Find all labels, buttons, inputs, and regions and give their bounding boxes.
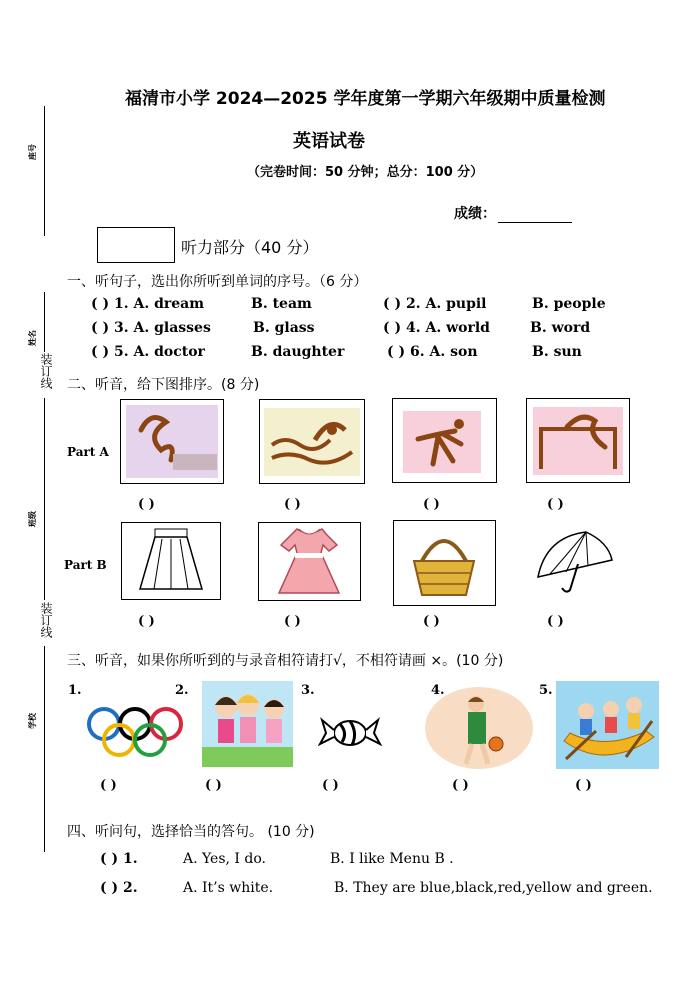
question-number: 2. xyxy=(123,880,138,896)
answer-paren[interactable]: ( ) xyxy=(322,778,339,793)
item-number: 2. xyxy=(175,683,189,698)
binding-line-2 xyxy=(44,292,45,352)
section3-heading: 三、听音，如果你所听到的与录音相符请打√，不相符请画 ×。(10 分) xyxy=(67,653,504,669)
exam-title: 福清市小学 2024—2025 学年度第一学期六年级期中质量检测 xyxy=(125,89,606,109)
section4-heading: 四、听问句，选择恰当的答句。 (10 分) xyxy=(67,824,315,840)
option-a: 5. A. doctor xyxy=(114,344,205,360)
basketball-player-icon xyxy=(424,686,534,770)
s1-q1-b: B. team xyxy=(251,296,312,312)
answer-paren[interactable]: ( ) xyxy=(575,778,592,793)
swimming-icon xyxy=(259,399,365,484)
skirt-icon xyxy=(121,522,221,600)
s1-q3[interactable] xyxy=(91,320,211,336)
item-number: 4. xyxy=(431,683,445,698)
binding-line-1 xyxy=(44,106,45,236)
boating-icon xyxy=(556,681,659,769)
score-box[interactable] xyxy=(97,227,175,263)
answer-paren[interactable]: ( ) xyxy=(387,344,406,360)
candy-icon xyxy=(318,710,382,756)
answer-paren[interactable]: ( ) xyxy=(284,614,301,629)
listening-heading: 听力部分（40 分） xyxy=(181,238,319,257)
olympic-rings-icon xyxy=(84,700,186,770)
option-a: 2. A. pupil xyxy=(406,296,487,312)
s1-q5-b: B. daughter xyxy=(251,344,345,360)
answer-paren[interactable]: ( ) xyxy=(100,880,119,896)
part-a-label: Part A xyxy=(67,445,109,459)
s4-q1-a: A. Yes, I do. xyxy=(183,851,266,867)
margin-field-seat: 座号 xyxy=(28,144,37,160)
answer-paren[interactable]: ( ) xyxy=(547,614,564,629)
answer-paren[interactable]: ( ) xyxy=(383,320,402,336)
girls-icon xyxy=(202,681,293,767)
umbrella-icon xyxy=(526,522,626,598)
s1-q4-b: B. word xyxy=(530,320,591,336)
s4-q2[interactable] xyxy=(100,880,138,896)
s1-q2[interactable] xyxy=(383,296,487,312)
athletics-icon xyxy=(392,398,497,483)
option-a: 3. A. glasses xyxy=(114,320,211,336)
item-number: 5. xyxy=(539,683,553,698)
part-b-label: Part B xyxy=(64,558,107,572)
s1-q4[interactable] xyxy=(383,320,490,336)
s4-q1-b: B. I like Menu B . xyxy=(330,851,454,867)
answer-paren[interactable]: ( ) xyxy=(91,320,110,336)
answer-paren[interactable]: ( ) xyxy=(423,497,440,512)
binding-line-4 xyxy=(44,646,45,852)
option-a: 6. A. son xyxy=(410,344,478,360)
margin-field-school: 学校 xyxy=(28,713,37,729)
score-field[interactable] xyxy=(454,203,572,223)
option-a: 1. A. dream xyxy=(114,296,205,312)
hurdles-icon xyxy=(526,398,630,483)
exam-subtitle: 英语试卷 xyxy=(293,131,365,152)
section1-heading: 一、听句子，选出你所听到单词的序号。（6 分） xyxy=(67,274,368,290)
binding-label-bottom: 装订线 xyxy=(39,602,53,638)
s1-q3-b: B. glass xyxy=(253,320,315,336)
answer-paren[interactable]: ( ) xyxy=(91,344,110,360)
answer-paren[interactable]: ( ) xyxy=(138,497,155,512)
answer-paren[interactable]: ( ) xyxy=(383,296,402,312)
answer-paren[interactable]: ( ) xyxy=(100,851,119,867)
section2-heading: 二、听音，给下图排序。(8 分) xyxy=(67,377,260,393)
s4-q1[interactable] xyxy=(100,851,138,867)
exam-meta: （完卷时间：50 分钟；总分：100 分） xyxy=(247,165,484,180)
score-label: 成绩： xyxy=(454,206,496,222)
s1-q5[interactable] xyxy=(91,344,205,360)
answer-paren[interactable]: ( ) xyxy=(91,296,110,312)
question-number: 1. xyxy=(123,851,138,867)
answer-paren[interactable]: ( ) xyxy=(547,497,564,512)
s4-q2-b: B. They are blue,black,red,yellow and green. xyxy=(334,880,653,896)
margin-field-name: 姓名 xyxy=(28,330,37,346)
s1-q2-b: B. people xyxy=(532,296,606,312)
item-number: 3. xyxy=(301,683,315,698)
basket-icon xyxy=(393,520,496,606)
binding-label-top: 装订线 xyxy=(39,353,53,389)
margin-field-class: 班级 xyxy=(28,511,37,527)
answer-paren[interactable]: ( ) xyxy=(100,778,117,793)
item-number: 1. xyxy=(68,683,82,698)
dress-icon xyxy=(258,522,361,601)
option-a: 4. A. world xyxy=(406,320,490,336)
s1-q1[interactable] xyxy=(91,296,204,312)
answer-paren[interactable]: ( ) xyxy=(284,497,301,512)
answer-paren[interactable]: ( ) xyxy=(138,614,155,629)
s4-q2-a: A. It’s white. xyxy=(183,880,274,896)
score-blank[interactable] xyxy=(498,210,572,223)
answer-paren[interactable]: ( ) xyxy=(452,778,469,793)
dance-icon xyxy=(120,399,224,484)
s1-q6[interactable] xyxy=(387,344,478,360)
answer-paren[interactable]: ( ) xyxy=(205,778,222,793)
binding-line-3 xyxy=(44,398,45,600)
answer-paren[interactable]: ( ) xyxy=(423,614,440,629)
s1-q6-b: B. sun xyxy=(532,344,582,360)
